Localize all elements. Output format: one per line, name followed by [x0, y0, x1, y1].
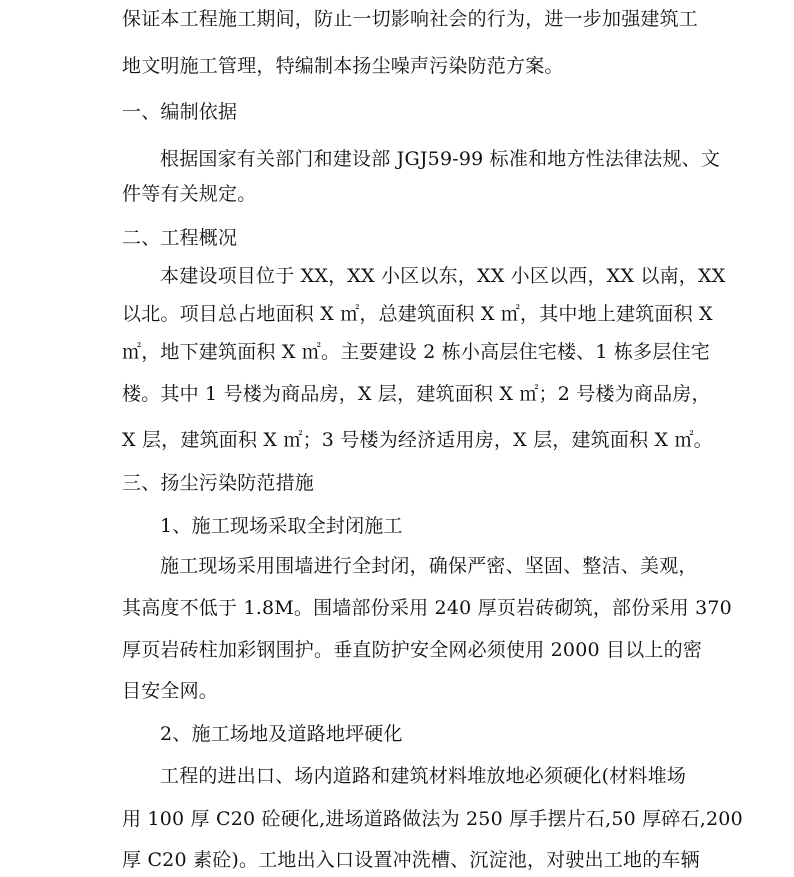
paragraph-line: 施工现场采用围墙进行全封闭，确保严密、坚固、整洁、美观，	[160, 555, 698, 577]
section-heading: 一、编制依据	[122, 101, 238, 123]
paragraph-line: 根据国家有关部门和建设部 JGJ59-99 标准和地方性法律法规、文	[160, 148, 721, 170]
paragraph-line: 以北。项目总占地面积 X ㎡，总建筑面积 X ㎡，其中地上建筑面积 X	[122, 303, 713, 325]
subsection-heading: 2、施工场地及道路地坪硬化	[160, 723, 403, 745]
paragraph-line: 保证本工程施工期间，防止一切影响社会的行为，进一步加强建筑工	[122, 8, 699, 30]
paragraph-line: 件等有关规定。	[122, 183, 257, 205]
paragraph-line: 其高度不低于 1.8M。围墙部份采用 240 厚页岩砖砌筑，部份采用 370	[122, 597, 732, 619]
paragraph-line: 地文明施工管理，特编制本扬尘噪声污染防范方案。	[122, 55, 564, 77]
section-heading: 三、扬尘污染防范措施	[122, 472, 315, 494]
paragraph-line: 厚页岩砖柱加彩钢围护。垂直防护安全网必须使用 2000 目以上的密	[122, 639, 703, 661]
paragraph-line: 本建设项目位于 XX，XX 小区以东，XX 小区以西，XX 以南，XX	[160, 265, 726, 287]
paragraph-line: 用 100 厚 C20 砼硬化,进场道路做法为 250 厚手摆片石,50 厚碎石,200	[122, 808, 743, 830]
paragraph-line: X 层，建筑面积 X ㎡；3 号楼为经济适用房，X 层，建筑面积 X ㎡。	[122, 429, 713, 451]
subsection-heading: 1、施工现场采取全封闭施工	[160, 515, 403, 537]
paragraph-line: ㎡，地下建筑面积 X ㎡。主要建设 2 栋小高层住宅楼、1 栋多层住宅	[122, 341, 710, 363]
section-heading: 二、工程概况	[122, 227, 238, 249]
paragraph-line: 工程的进出口、场内道路和建筑材料堆放地必须硬化(材料堆场	[160, 765, 687, 787]
paragraph-line: 目安全网。	[122, 680, 219, 702]
paragraph-line: 楼。其中 1 号楼为商品房，X 层，建筑面积 X ㎡；2 号楼为商品房，	[122, 383, 711, 405]
paragraph-line: 厚 C20 素砼)。工地出入口设置冲洗槽、沉淀池，对驶出工地的车辆	[122, 849, 700, 871]
